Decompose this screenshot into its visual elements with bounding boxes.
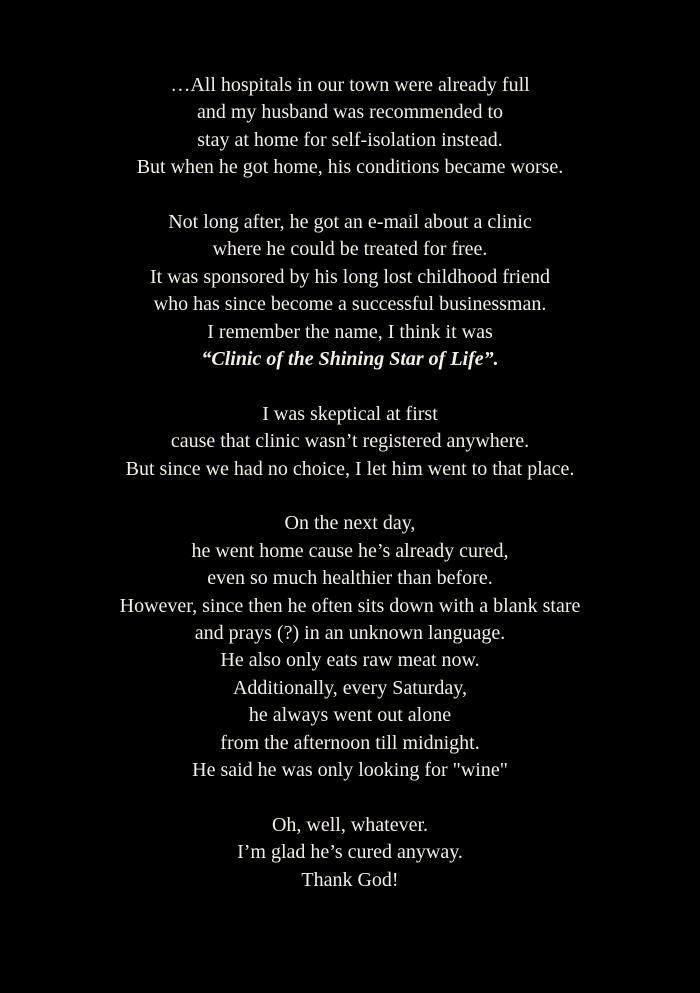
text-line: However, since then he often sits down with a blank stare [119,594,581,617]
text-line: even so much healthier than before. [207,567,493,590]
text-line: Thank God! [301,868,399,891]
paragraph-skeptical [0,401,700,483]
text-line: But since we had no choice, I let him went to that place. [125,457,575,480]
text-line: On the next day, [284,512,416,535]
paragraph-ending [0,812,700,894]
text-line: He also only eats raw meat now. [220,649,480,672]
text-line: I’m glad he’s cured anyway. [237,841,463,864]
text-line: stay at home for self-isolation instead. [197,128,503,151]
clinic-name-emphasis: “Clinic of the Shining Star of Life”. [201,348,499,371]
text-line: He said he was only looking for "wine" [192,759,508,782]
text-line: I remember the name, I think it was [207,320,493,343]
text-line: But when he got home, his conditions became worse. [136,156,564,179]
text-line: …All hospitals in our town were already full [170,74,530,96]
paragraph-clinic [0,209,700,373]
text-line: I was skeptical at first [262,402,438,425]
text-line: cause that clinic wasn’t registered anywhere. [170,430,530,453]
story-text [0,72,700,922]
text-line: It was sponsored by his long lost childhood friend [150,265,550,288]
text-line: and prays (?) in an unknown language. [194,622,506,645]
text-line: who has since become a successful businessman. [153,293,547,316]
text-line: Not long after, he got an e-mail about a clinic [168,211,532,234]
text-line: from the afternoon till midnight. [220,731,480,754]
text-line: he went home cause he’s already cured, [191,539,509,562]
text-line: where he could be treated for free. [212,238,488,261]
paragraph-hospitals [0,72,700,182]
paragraph-next-day [0,510,700,784]
text-line: he always went out alone [248,704,452,727]
text-line: Oh, well, whatever. [271,813,429,836]
text-line: and my husband was recommended to [196,101,504,124]
text-line: Additionally, every Saturday, [232,676,467,699]
